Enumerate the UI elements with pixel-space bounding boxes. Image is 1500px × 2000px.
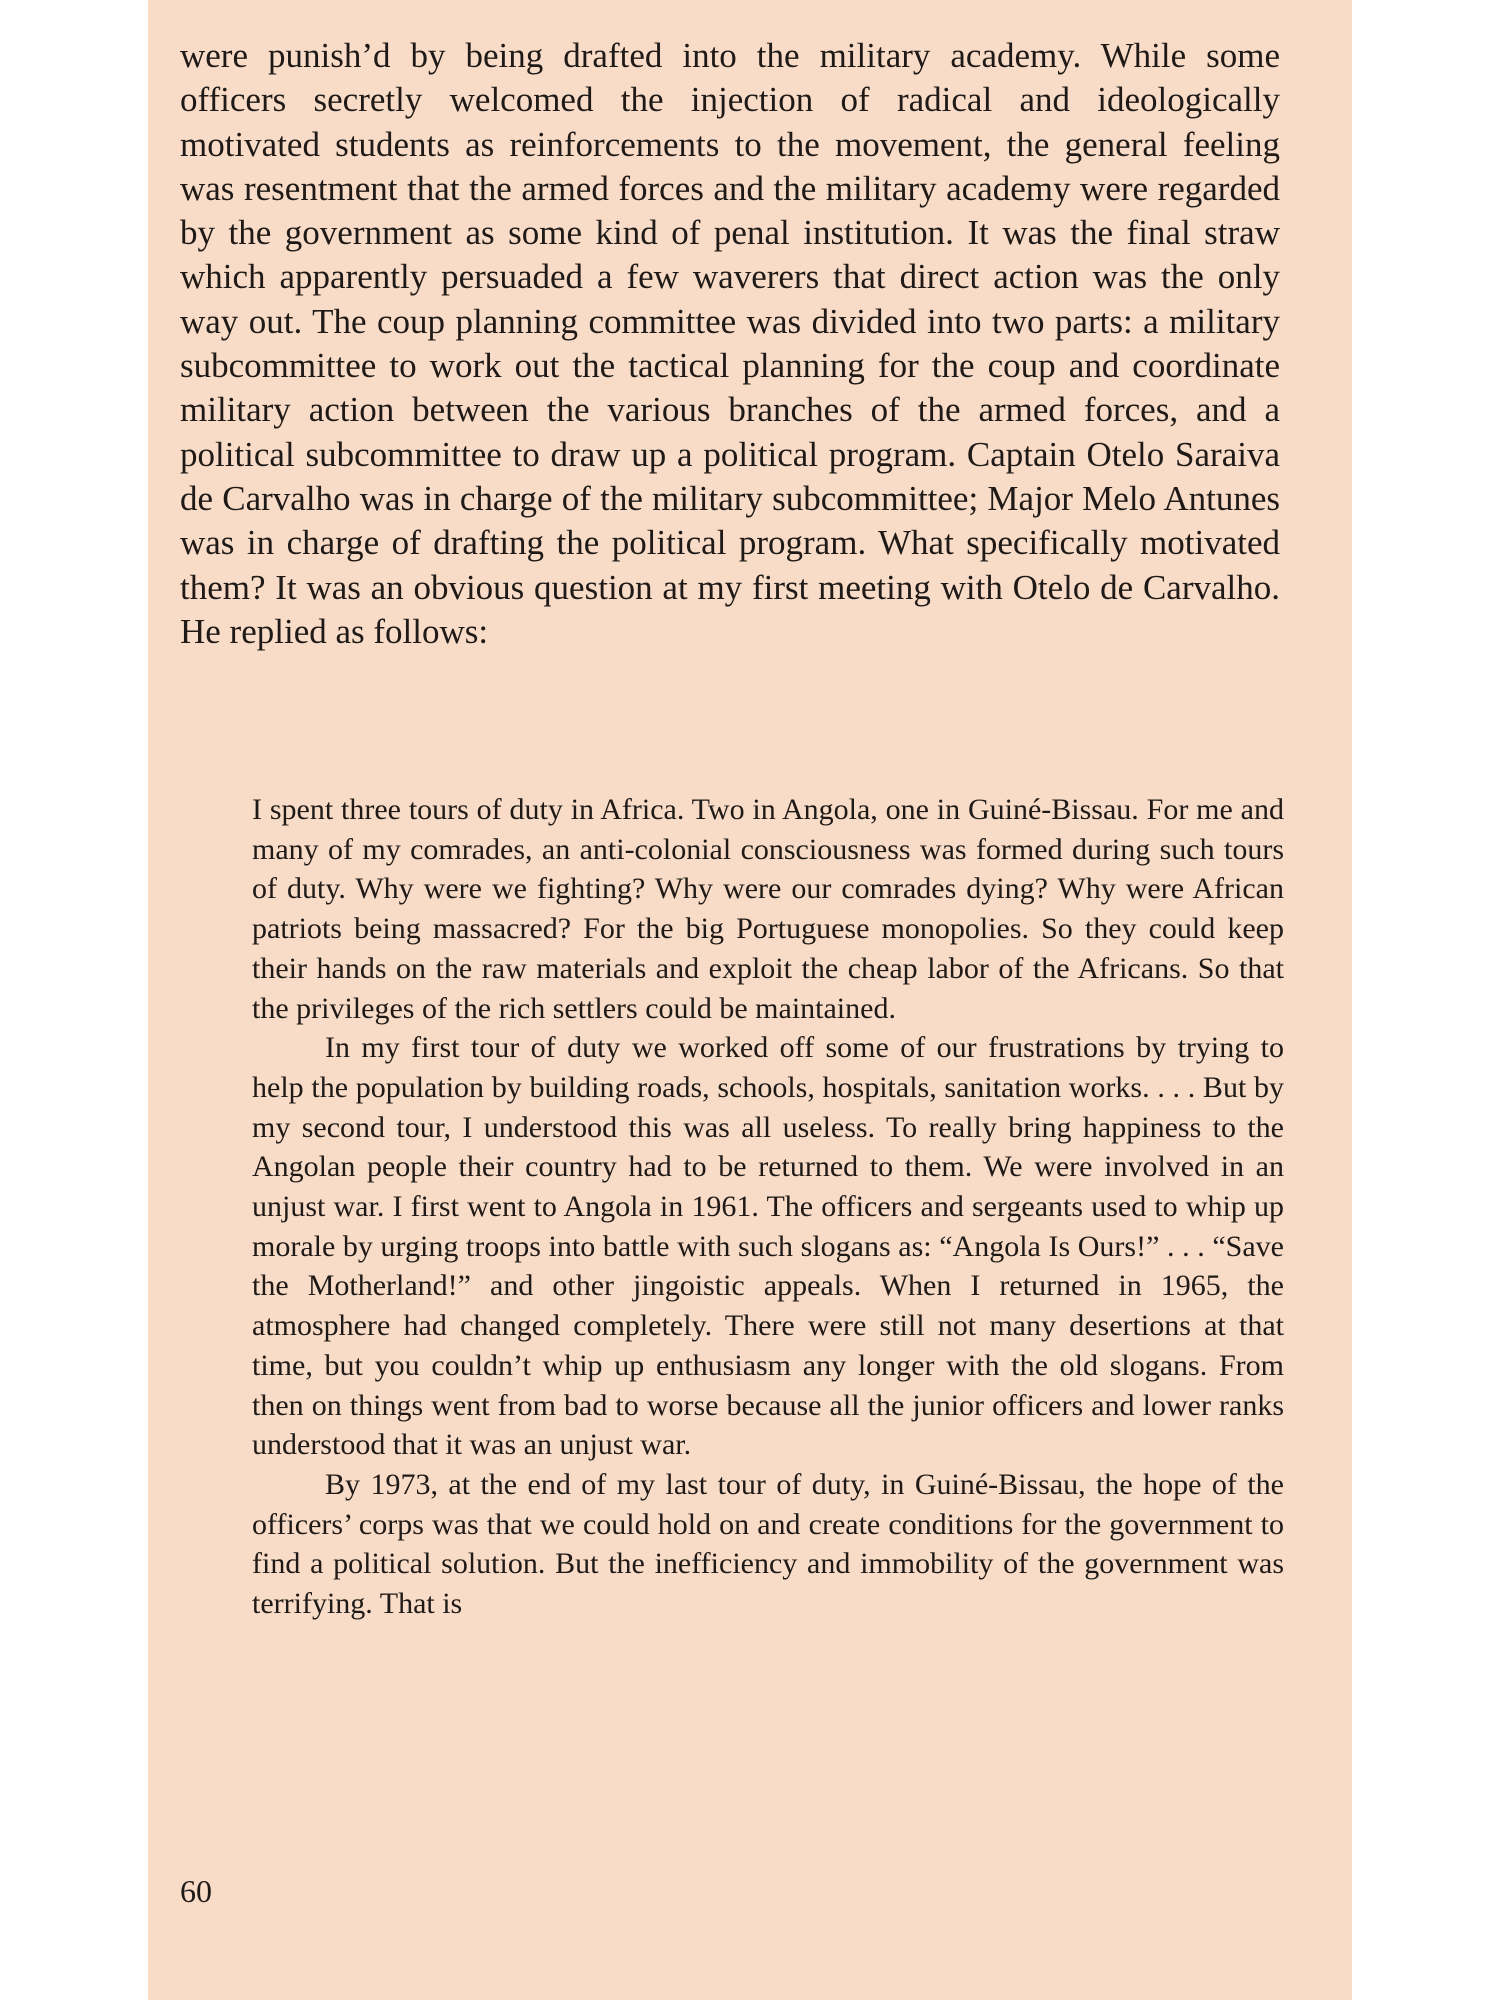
book-page xyxy=(148,0,1352,2000)
main-paragraph: were punish’d by being drafted into the military academy. While some officers secretly welcomed the injection of radical and ideologically motivated students as reinforcements to the movement, the general feeling was resentment that the armed forces and the military academy were regarded by the government as some kind of penal institution. It was the final straw which apparently persuaded a few waverers that direct action was the only way out. The coup planning committee was divided into two parts: a military subcommittee to work out the tactical planning for the coup and coordinate military action between the various branches of the armed forces, and a political subcommittee to draw up a political program. Captain Otelo Saraiva de Carvalho was in charge of the military subcommittee; Major Melo Antunes was in charge of drafting the political program. What specifically motivated them? It was an obvious question at my first meeting with Otelo de Carvalho. He replied as follows: xyxy=(180,36,1280,651)
page-number: 60 xyxy=(180,1873,212,1909)
quote-paragraph-2: In my first tour of duty we worked off some of our frustrations by trying to help the population by building roads, schools, hospitals, sanitation works. . . . But by my second tour, I understood this was all useless. To really bring happiness to the Angolan people their country had to be returned to them. We were involved in an unjust war. I first went to Angola in 1961. The officers and sergeants used to whip up morale by urging troops into battle with such slogans as: “Angola Is Ours!” . . . “Save the Motherland!” and other jingoistic appeals. When I returned in 1965, the atmosphere had changed completely. There were still not many desertions at that time, but you couldn’t whip up enthusiasm any longer with the old slogans. From then on things went from bad to worse because all the junior officers and lower ranks understood that it was an unjust war. xyxy=(252,1031,1284,1462)
block-quote xyxy=(252,790,1284,1624)
quote-paragraph-3: By 1973, at the end of my last tour of duty, in Guiné-Bissau, the hope of the officers’ corps was that we could hold on and create conditions for the government to find a political solution. But the inefficiency and immobility of the government was terrifying. That is xyxy=(252,1467,1284,1621)
quote-paragraph-1: I spent three tours of duty in Africa. Two in Angola, one in Guiné-Bissau. For me and many of my comrades, an anti-colonial consciousness was formed during such tours of duty. Why were we fighting? Why were our comrades dying? Why were African patriots being massacred? For the big Portuguese monopolies. So they could keep their hands on the raw materials and exploit the cheap labor of the Africans. So that the privileges of the rich settlers could be maintained. xyxy=(252,793,1284,1025)
